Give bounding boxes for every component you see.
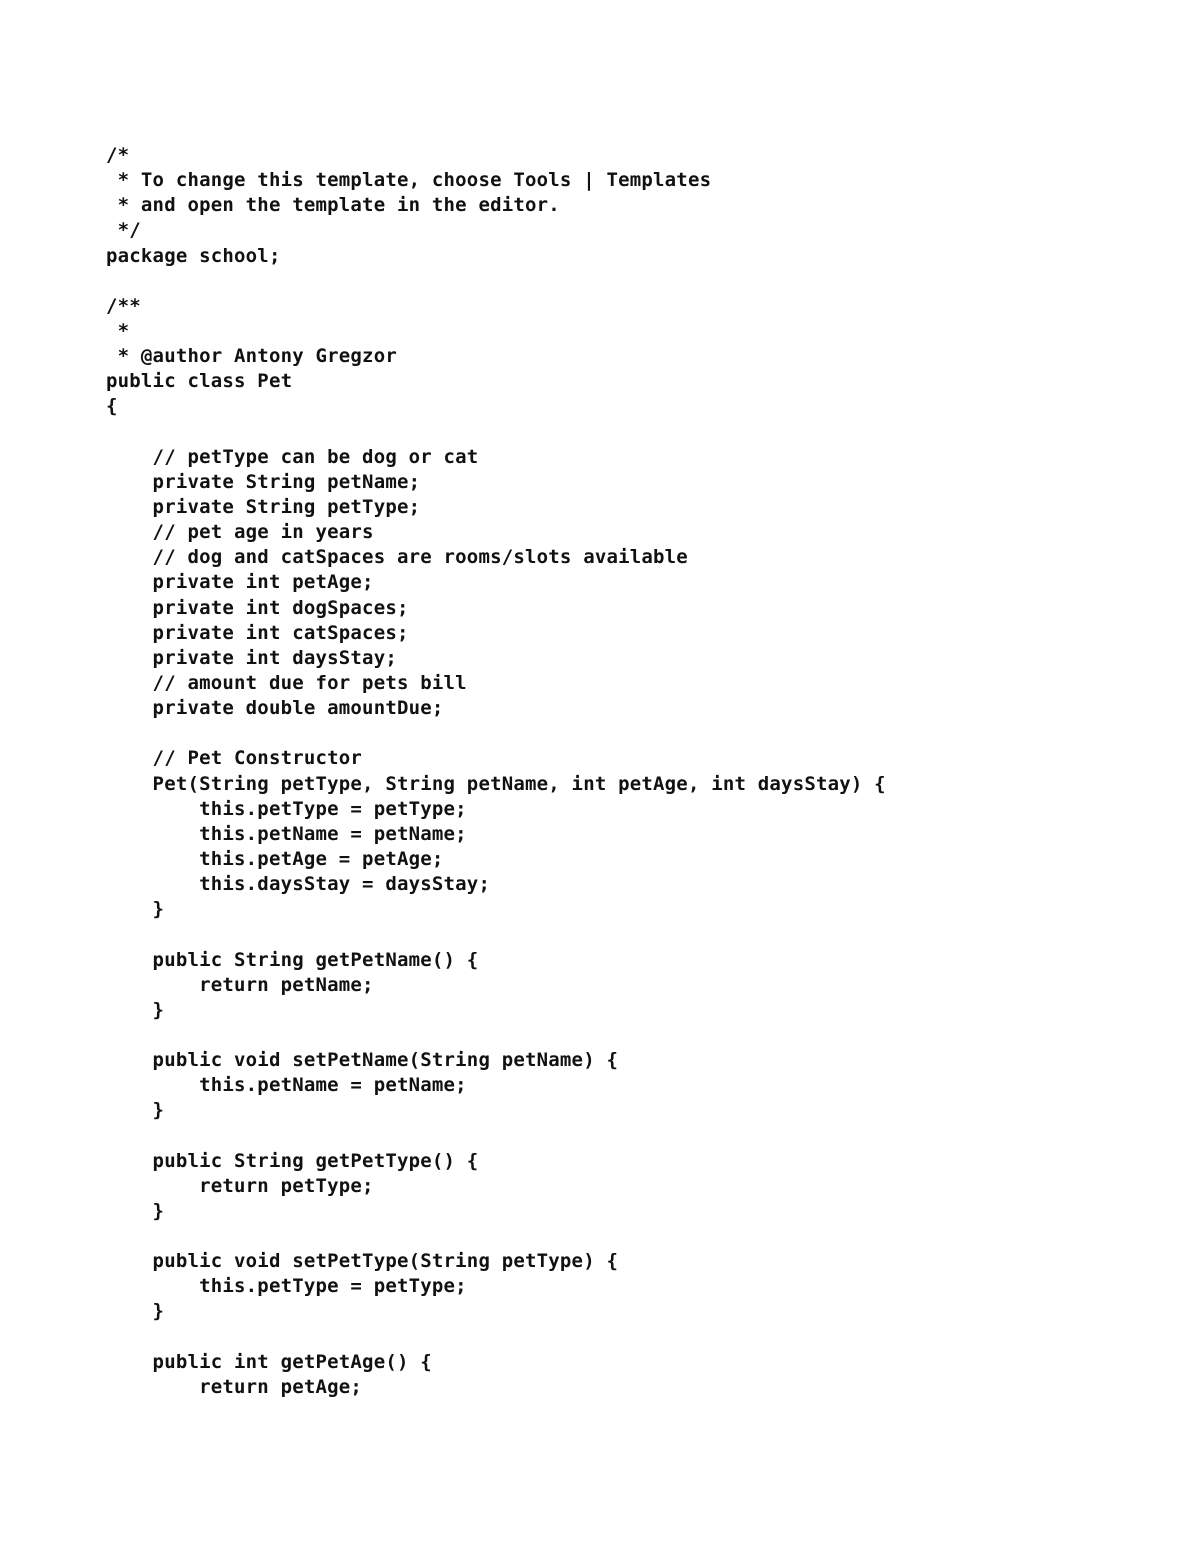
code-line: return petAge; <box>106 1375 363 1398</box>
code-line: // pet age in years <box>106 521 374 544</box>
code-line: Pet(String petType, String petName, int petAge, int daysStay) { <box>106 772 886 795</box>
code-line: } <box>106 1199 165 1222</box>
code-line: // dog and catSpaces are rooms/slots available <box>106 546 688 569</box>
code-line <box>106 721 886 746</box>
code-line: * <box>106 319 130 342</box>
code-line: // amount due for pets bill <box>106 671 467 694</box>
code-line: this.petName = petName; <box>106 1074 467 1097</box>
code-line: this.petName = petName; <box>106 822 467 845</box>
code-line: * @author Antony Gregzor <box>106 345 397 368</box>
code-line: this.daysStay = daysStay; <box>106 873 491 896</box>
code-line: } <box>106 1300 165 1323</box>
code-listing <box>106 143 886 1400</box>
code-line: /** <box>106 294 141 317</box>
code-line: private int catSpaces; <box>106 621 409 644</box>
code-line: // petType can be dog or cat <box>106 445 479 468</box>
code-line: private int daysStay; <box>106 646 397 669</box>
code-line <box>106 1123 886 1148</box>
code-line <box>106 1325 886 1350</box>
code-line: return petType; <box>106 1174 374 1197</box>
code-line: public void setPetName(String petName) { <box>106 1049 619 1072</box>
code-line: package school; <box>106 244 281 267</box>
code-line: * To change this template, choose Tools | Templates <box>106 169 712 192</box>
code-line: // Pet Constructor <box>106 747 363 770</box>
code-line <box>106 420 886 445</box>
code-line: public class Pet <box>106 370 293 393</box>
code-line: this.petType = petType; <box>106 797 467 820</box>
code-line <box>106 922 886 947</box>
code-line: /* <box>106 144 130 166</box>
code-line: this.petType = petType; <box>106 1275 467 1298</box>
code-line: public int getPetAge() { <box>106 1350 432 1373</box>
code-line: public String getPetType() { <box>106 1149 479 1172</box>
code-line: } <box>106 1099 165 1122</box>
code-line: public String getPetName() { <box>106 948 479 971</box>
code-line: } <box>106 898 165 921</box>
code-line <box>106 1023 886 1048</box>
code-line: private String petType; <box>106 495 421 518</box>
code-line: } <box>106 998 165 1021</box>
code-line: { <box>106 395 118 418</box>
code-line: */ <box>106 219 141 242</box>
code-line: public void setPetType(String petType) { <box>106 1250 619 1273</box>
code-line <box>106 269 886 294</box>
code-line: return petName; <box>106 973 374 996</box>
code-line: private double amountDue; <box>106 697 444 720</box>
code-line: private String petName; <box>106 470 421 493</box>
code-line: private int dogSpaces; <box>106 596 409 619</box>
code-line: private int petAge; <box>106 571 374 594</box>
code-line <box>106 1224 886 1249</box>
code-line: this.petAge = petAge; <box>106 847 444 870</box>
code-line: * and open the template in the editor. <box>106 194 560 217</box>
